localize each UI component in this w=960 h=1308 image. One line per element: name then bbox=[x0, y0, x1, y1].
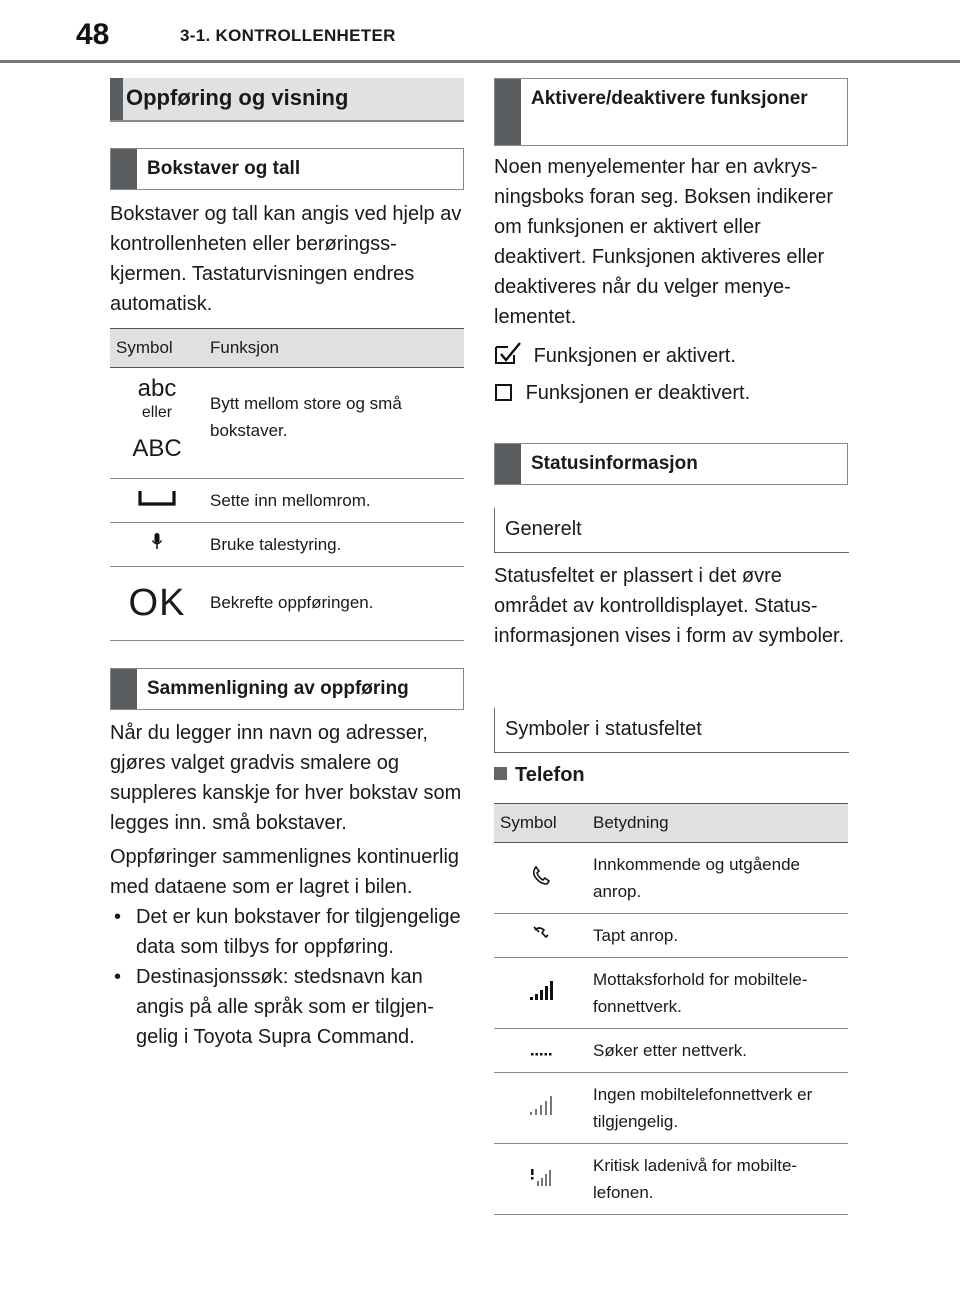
table-row: Mottaksforhold for mobiltelefonnettverk. bbox=[494, 958, 848, 1029]
table-row: abc eller ABC Bytt mellom store og små bokstaver. bbox=[110, 368, 464, 479]
subsection-heading-text: Aktivere/deaktivere funksjoner bbox=[531, 88, 808, 109]
paragraph: Når du legger inn navn og adresser, gjøres valget gradvis smalere og suppleres kanskje for hver bokstav som legges inn. små bokstaver. Oppføringer sammenlignes kontinuerlig med dataene som er lagret i bilen. • Det er kun bokstaver for tilgjengelige data som tilbys for oppføring. • Destinasjonssøk: stedsnavn kan angis på alle språk som er tilgjengelig i Toyota Supra Command. bbox=[110, 718, 466, 1052]
page-number: 48 bbox=[76, 18, 110, 51]
header-rule bbox=[0, 60, 960, 63]
subsection-heading bbox=[494, 78, 848, 146]
case-toggle-symbol: abc eller ABC bbox=[110, 368, 204, 479]
no-network-icon bbox=[494, 1073, 587, 1144]
signal-strength-icon bbox=[494, 958, 587, 1029]
phone-call-icon bbox=[494, 843, 587, 914]
unchecked-box-icon bbox=[494, 382, 514, 402]
checked-legend: Funksjonen er aktivert. bbox=[494, 342, 736, 368]
minor-heading: Generelt bbox=[494, 508, 849, 553]
subsection-heading-text: Statusinformasjon bbox=[531, 453, 698, 474]
keyboard-symbols-table bbox=[110, 328, 464, 641]
table-row: Innkommende og utgående anrop. bbox=[494, 843, 848, 914]
table-row: Kritisk ladenivå for mobiltelefonen. bbox=[494, 1144, 848, 1215]
minor-heading: Symboler i statusfeltet bbox=[494, 708, 849, 753]
paragraph: Noen menyelementer har en avkrysningsboks foran seg. Boksen indikerer om funksjonen er aktivert eller deaktivert. Funksjonen aktiveres eller deaktiveres når du velger menyelementet. bbox=[494, 156, 834, 328]
table-row: Sette inn mellomrom. bbox=[110, 479, 464, 523]
table-row: Søker etter nettverk. bbox=[494, 1029, 848, 1073]
subsection-heading bbox=[494, 443, 848, 485]
subsection-heading bbox=[110, 668, 464, 710]
paragraph: Bokstaver og tall kan angis ved hjelp av kontrollenheten eller berøringsskjermen. Tastaturvisningen endres automatisk. bbox=[110, 203, 462, 315]
missed-call-icon bbox=[494, 914, 587, 958]
space-icon bbox=[110, 479, 204, 523]
network-search-icon bbox=[494, 1029, 587, 1073]
subsection-heading bbox=[110, 148, 464, 190]
subsection-heading-text: Sammenligning av oppføring bbox=[147, 678, 409, 699]
table-header-row: Symbol Betydning bbox=[494, 804, 848, 843]
table-header-row: Symbol Funksjon bbox=[110, 329, 464, 368]
table-row: Bruke talestyring. bbox=[110, 523, 464, 567]
paragraph: Statusfeltet er plassert i det øvre området av kontrolldisplayet. Statusinformasjonen vises i form av symboler. bbox=[494, 565, 845, 647]
section-heading-text: Oppføring og visning bbox=[126, 85, 349, 110]
bullet-item: • Det er kun bokstaver for tilgjengelige data som tilbys for oppføring. bbox=[114, 906, 461, 958]
table-row: Tapt anrop. bbox=[494, 914, 848, 958]
table-row: OK Bekrefte oppføringen. bbox=[110, 567, 464, 641]
table-row: Ingen mobiltelefonnettverk er tilgjengelig. bbox=[494, 1073, 848, 1144]
microphone-icon bbox=[110, 523, 204, 567]
square-bullet-icon bbox=[494, 767, 507, 780]
ok-symbol: OK bbox=[110, 567, 204, 641]
telephone-subheading: Telefon bbox=[494, 764, 585, 787]
bullet-item: • Destinasjonssøk: stedsnavn kan angis på alle språk som er tilgjengelig i Toyota Supra Command. bbox=[114, 966, 434, 1048]
low-battery-icon bbox=[494, 1144, 587, 1215]
subsection-heading-text: Bokstaver og tall bbox=[147, 158, 301, 179]
checked-box-icon bbox=[494, 342, 524, 366]
chapter-title: 3-1. KONTROLLENHETER bbox=[180, 26, 396, 45]
unchecked-legend: Funksjonen er deaktivert. bbox=[494, 382, 750, 405]
section-heading bbox=[110, 78, 464, 122]
status-symbols-table bbox=[494, 803, 848, 1215]
